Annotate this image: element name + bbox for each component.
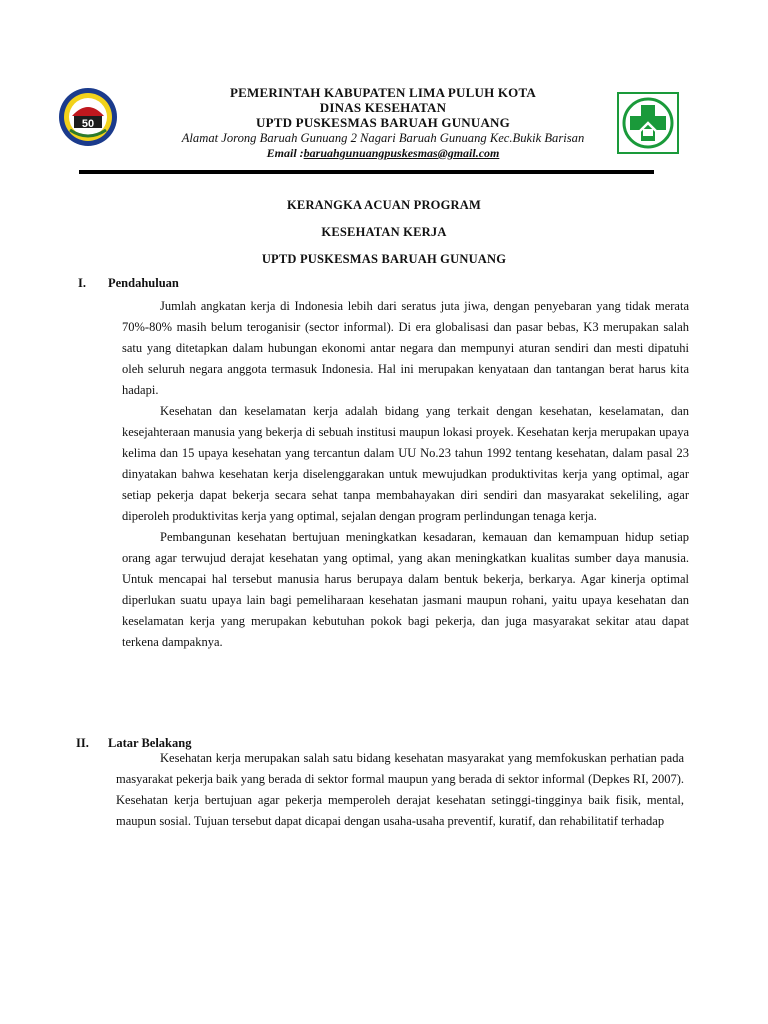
letterhead-government: PEMERINTAH KABUPATEN LIMA PULUH KOTA	[230, 85, 536, 100]
district-emblem-logo	[58, 86, 118, 148]
document-title: KERANGKA ACUAN PROGRAM	[287, 198, 481, 212]
email-link[interactable]: baruahgunuangpuskesmas@gmail.com	[303, 146, 500, 160]
puskesmas-logo	[617, 92, 679, 154]
svg-text:50: 50	[81, 118, 95, 130]
paragraph: Pembangunan kesehatan bertujuan meningkatkan kesadaran, kemauan dan kemampuan hidup setiap orang agar terwujud derajat kesehatan yang optimal, yang akan meningkatkan kualitas sumber daya manusia. Untuk mencapai hal tersebut manusia harus berupaya dalam bentuk bekerja, berkarya. Agar kinerja optimal diperlukan suatu upaya lain bagi pemeliharaan kesehatan jasmani maupun rohani, yaitu upaya kesehatan dan keselamatan kerja yang merupakan kebutuhan pokok bagi pekerja, dan juga masyarakat sekitar atau dapat terkena dampaknya.	[122, 530, 689, 649]
document-unit: UPTD PUSKESMAS BARUAH GUNUANG	[261, 252, 507, 266]
letterhead	[130, 85, 636, 161]
document-subject: KESEHATAN KERJA	[321, 225, 447, 239]
letterhead-agency: DINAS KESEHATAN	[319, 100, 447, 115]
letterhead-unit: UPTD PUSKESMAS BARUAH GUNUANG	[256, 115, 510, 130]
email-label: Email :	[266, 146, 304, 160]
letterhead-address: Alamat Jorong Baruah Gunuang 2 Nagari Baruah Gunuang Kec.Bukik Barisan	[181, 131, 585, 145]
paragraph: Kesehatan dan keselamatan kerja adalah bidang yang terkait dengan kesehatan, keselamatan, dan kesejahteraan manusia yang bekerja di sebuah institusi maupun lokasi proyek. Kesehatan kerja merupakan upaya kelima dan 15 upaya kesehatan yang tercantun dalam UU No.23 tahun 1992 tentang kesehatan, dalam pasal 23 dinyatakan bahwa kesehatan kerja diselenggarakan untuk mewujudkan produktivitas kerja yang optimal, agar setiap pekerja dapat bekerja secara sehat tanpa membahayakan diri sendiri dan masyarakat sekeliling, agar diperoleh produktivitas kerja yang optimal, sejalan dengan program perlindungan tenaga kerja.	[122, 404, 689, 523]
letterhead-email-row	[130, 146, 636, 161]
letterhead-divider	[79, 170, 654, 174]
section-body	[116, 748, 684, 832]
section-number: I.	[78, 276, 86, 290]
section-heading: Pendahuluan	[108, 276, 179, 290]
paragraph: Kesehatan kerja merupakan salah satu bidang kesehatan masyarakat yang memfokuskan perhatian pada masyarakat pekerja baik yang berada di sektor formal maupun yang berada di sektor informal (Depkes RI, 2007). Kesehatan kerja bertujuan agar pekerja memperoleh derajat kesehatan setinggi-tingginya baik fisik, mental, maupun sosial. Tujuan tersebut dapat dicapai dengan usaha-usaha preventif, kuratif, dan rehabilitatif terhadap	[116, 751, 684, 828]
section-heading: Latar Belakang	[108, 736, 192, 750]
document-title-block	[120, 198, 648, 279]
paragraph: Jumlah angkatan kerja di Indonesia lebih dari seratus juta jiwa, dengan penyebaran yang tidak merata 70%-80% masih belum teroganisir (sector informal). Di era globalisasi dan pasar bebas, K3 merupakan salah satu yang ditetapkan dalam hubungan ekonomi antar negara dan mempunyi aturan sendiri dan mesti dipatuhi oleh seluruh negara anggota termasuk Indonesia. Hal ini merupakan kenyataan dan tantangan berat harus kita hadapi.	[122, 299, 689, 397]
section-number: II.	[76, 736, 89, 750]
section-body	[122, 296, 689, 653]
